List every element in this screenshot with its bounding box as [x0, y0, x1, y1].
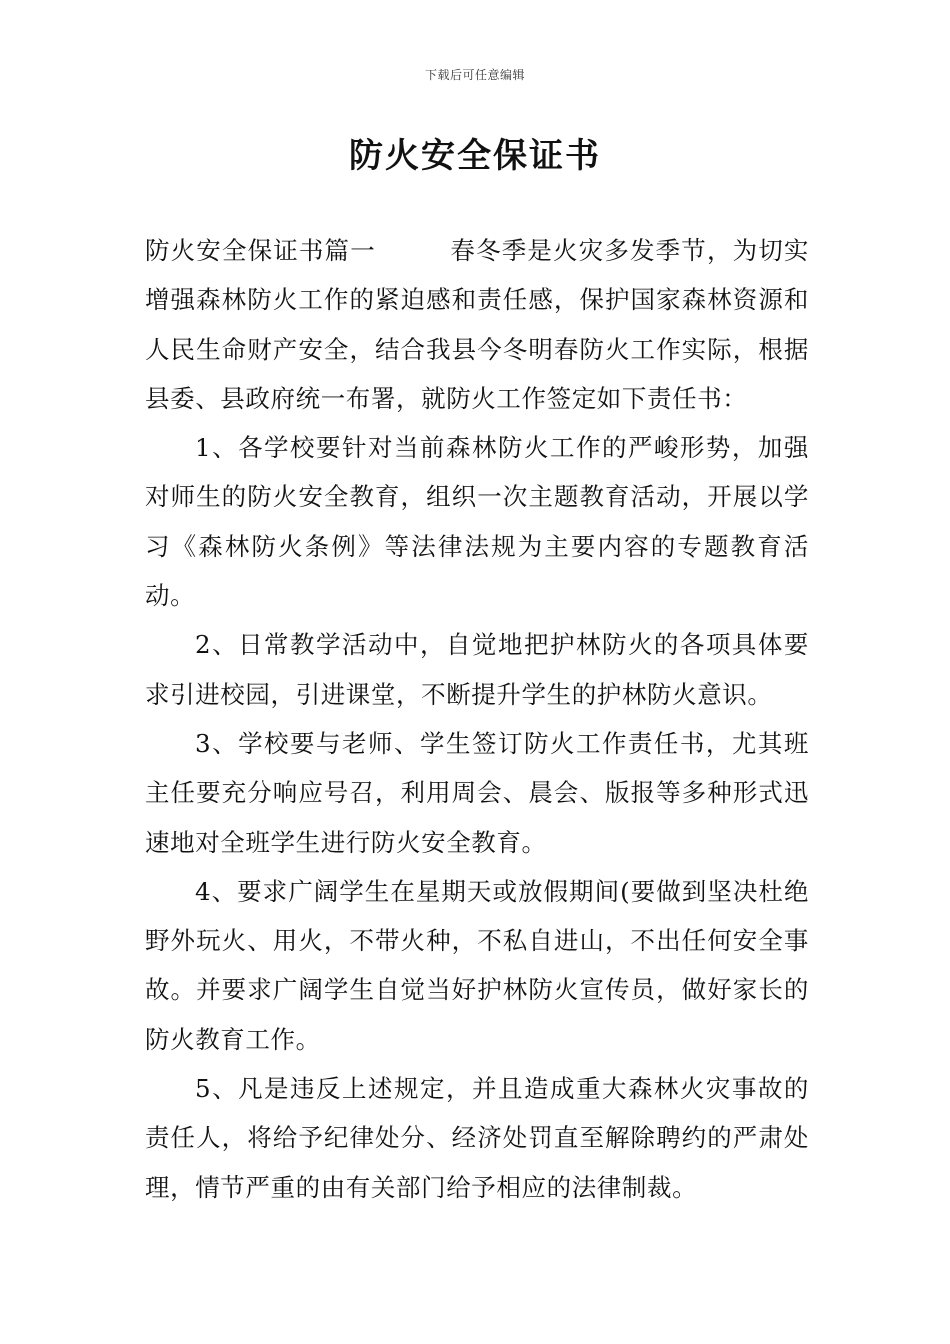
- document-body: [145, 226, 809, 1212]
- clause-2: 2、日常教学活动中，自觉地把护林防火的各项具体要求引进校园，引进课堂，不断提升学生的护林防火意识。: [145, 630, 809, 709]
- clause-5: 5、凡是违反上述规定，并且造成重大森林火灾事故的责任人，将给予纪律处分、经济处罚直至解除聘约的严肃处理，情节严重的由有关部门给予相应的法律制裁。: [145, 1074, 809, 1202]
- intro-lead: 防火安全保证书篇一: [145, 236, 376, 265]
- intro-paragraph: [145, 226, 809, 423]
- intro-text: 春冬季是火灾多发季节，为切实增强森林防火工作的紧迫感和责任感，保护国家森林资源和人民生命财产安全，结合我县今冬明春防火工作实际，根据县委、县政府统一布署，就防火工作签定如下责任书：: [145, 236, 809, 413]
- document-title: 防火安全保证书: [349, 136, 601, 176]
- header-note: 下载后可任意编辑: [424, 68, 525, 82]
- clause-1: 1、各学校要针对当前森林防火工作的严峻形势，加强对师生的防火安全教育，组织一次主题教育活动，开展以学习《森林防火条例》等法律法规为主要内容的专题教育活动。: [145, 433, 809, 611]
- clause-3: 3、学校要与老师、学生签订防火工作责任书，尤其班主任要充分响应号召，利用周会、晨会、版报等多种形式迅速地对全班学生进行防火安全教育。: [145, 728, 809, 857]
- clause-4: 4、要求广阔学生在星期天或放假期间(要做到坚决杜绝野外玩火、用火，不带火种，不私自进山，不出任何安全事故。并要求广阔学生自觉当好护林防火宣传员，做好家长的防火教育工作。: [145, 876, 809, 1054]
